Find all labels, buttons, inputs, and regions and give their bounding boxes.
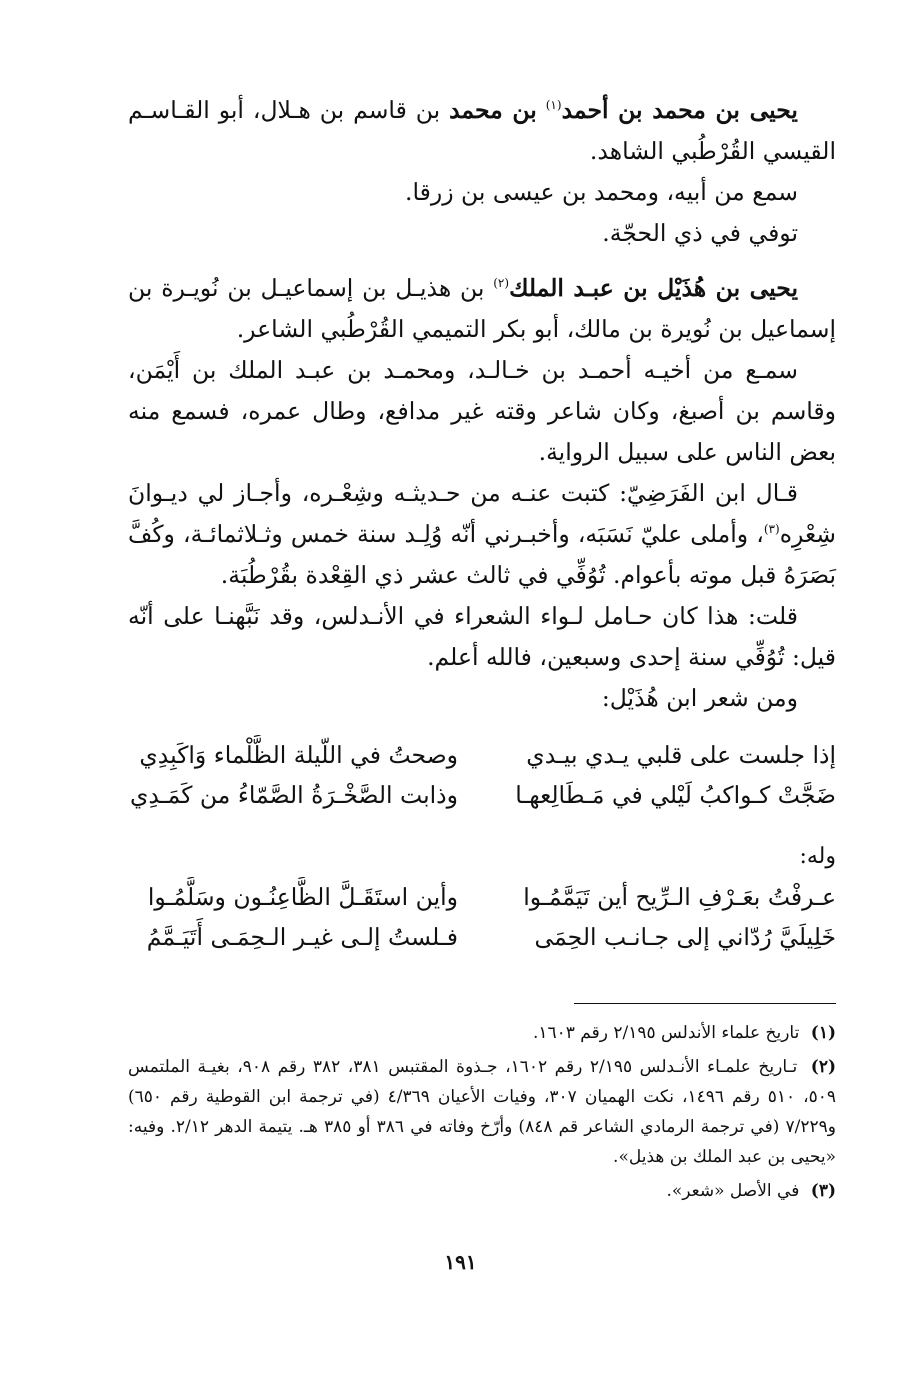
- verse-second-hemistich: وذابت الصَّخْـرَةُ الصَّمّاءُ من كَمَـدِي: [130, 781, 458, 809]
- entry2-paragraph-3: قلت: هذا كان حـامل لـواء الشعراء في الأنـدلس، وقد نَبَّهنـا على أنّه قيل: تُوُفِّي سنة إحدى وسبعين، فالله أعلم.: [128, 602, 836, 671]
- page-body: [128, 90, 836, 957]
- footnote-ref-2: (٢): [493, 276, 510, 291]
- footnotes: [128, 1018, 836, 1210]
- footnote-ref-1: (١): [545, 98, 562, 113]
- entry2-heading: [128, 268, 836, 350]
- footnote-number: (١): [810, 1023, 836, 1043]
- entry1-lineage-bold: بن محمد: [449, 96, 537, 124]
- verse-first-hemistich: خَلِيلَيَّ رُدّاني إلى جـانـب الحِمَى: [534, 923, 836, 951]
- page-number: ١٩١: [444, 1250, 477, 1274]
- entry2-p2-part-b: ، وأملى عليّ نَسَبَه، وأخبـرني أنّه وُلِـد سنة خمس وثـلاثمائـة، وكُفَّ بَصَرَهُ قبل موته بأعوام. تُوُفِّي في ثالث عشر ذي القِعْدة بقُرْطُبَة.: [128, 520, 836, 589]
- footnote: [128, 1052, 836, 1172]
- footnote-text: تـاريخ علمـاء الأنـدلس ٢/١٩٥ رقم ١٦٠٢، جـذوة المقتبس ٣٨١، ٣٨٢ رقم ٩٠٨، بغيـة الملتمس ٥٠٩، ٥١٠ رقم ١٤٩٦، نكت الهميان ٣٠٧، وفيات الأعيان ٤/٣٦٩ (في ترجمة ابن القوطية رقم ٦٥٠) و٧/٢٢٩ (في ترجمة الرمادي الشاعر قم ٨٤٨) وأرّخ وفاته في ٣٨٦ أو ٣٨٥ هـ. يتيمة الدهر ٢/١٢. وفيه: «يحيى بن عبد الملك بن هذيل».: [128, 1057, 836, 1167]
- verse: [128, 917, 836, 957]
- entry2-paragraph-1: سمـع من أخيـه أحمـد بن خـالـد، ومحمـد بن عبـد الملك بن أَيْمَن، وقاسم بن أصبغ، وكان شاعر وقته غير مدافع، وطال عمره، فسمع منه بعض الناس على سبيل الرواية.: [128, 356, 836, 466]
- footnote-text: في الأصل «شعر».: [666, 1181, 800, 1201]
- verse-first-hemistich: إذا جلست على قلبي يـدي بيـدي: [526, 741, 836, 769]
- poem-1: [128, 735, 836, 815]
- footnote: [128, 1176, 836, 1206]
- entry1-name: يحيى بن محمد بن أحمد: [561, 96, 798, 124]
- verse-second-hemistich: وأين استَقَـلَّ الظَّاعِنُـون وسَلَّمُـوا: [147, 883, 458, 911]
- poem-2: [128, 877, 836, 957]
- entry2-lineage: بن هذيـل بن إسماعيـل بن نُويـرة بن إسماعيل بن نُويرة بن مالك، أبو بكر التميمي القُرْطُبي الشاعر.: [128, 274, 836, 343]
- footnote-text: تاريخ علماء الأندلس ٢/١٩٥ رقم ١٦٠٣.: [532, 1023, 800, 1043]
- verse-second-hemistich: وصحتُ في اللّيلة الظَّلْماء وَاكَبِدِي: [139, 741, 458, 769]
- entry1-lineage: بن قاسم بن هـلال، أبو القـاسـم القيسي القُرْطُبي الشاهد.: [128, 96, 836, 165]
- entry2-p2-part-a: قـال ابن الفَرَضِيّ: كتبت عنـه من حـديثـه وشِعْـره، وأجـاز لي ديـوانَ شِعْرِه: [128, 479, 836, 548]
- entry1-heard: سمع من أبيه، ومحمد بن عيسى بن زرقا.: [404, 178, 798, 206]
- entry2-name: يحيى بن هُذَيْل بن عبـد الملك: [509, 274, 798, 302]
- verse: [128, 775, 836, 815]
- footnote: [128, 1018, 836, 1048]
- footnote-number: (٢): [810, 1057, 837, 1077]
- footnote-number: (٣): [810, 1181, 836, 1201]
- verse: [128, 735, 836, 775]
- verse: [128, 877, 836, 917]
- verse-second-hemistich: فـلستُ إلـى غيـر الـحِمَـى أَتَيَـمَّمُ: [146, 923, 458, 951]
- poem-2-intro: وله:: [799, 844, 836, 869]
- entry2-paragraph-2: [128, 473, 836, 596]
- footnote-ref-3: (٣): [763, 522, 780, 537]
- poetry-intro: ومن شعر ابن هُذَيْل:: [601, 684, 798, 712]
- verse-first-hemistich: ضَجَّتْ كـواكبُ لَيْلي في مَـطَالِعهـا: [515, 781, 836, 809]
- verse-first-hemistich: عـرفْتُ بعَـرْفِ الـرِّيح أين تَيَمَّمُـوا: [523, 883, 836, 911]
- entry1-died: توفي في ذي الحجّة.: [602, 219, 798, 247]
- entry1-heading: [128, 90, 836, 172]
- footnote-separator: [574, 1003, 836, 1004]
- entry-gap: [128, 254, 836, 268]
